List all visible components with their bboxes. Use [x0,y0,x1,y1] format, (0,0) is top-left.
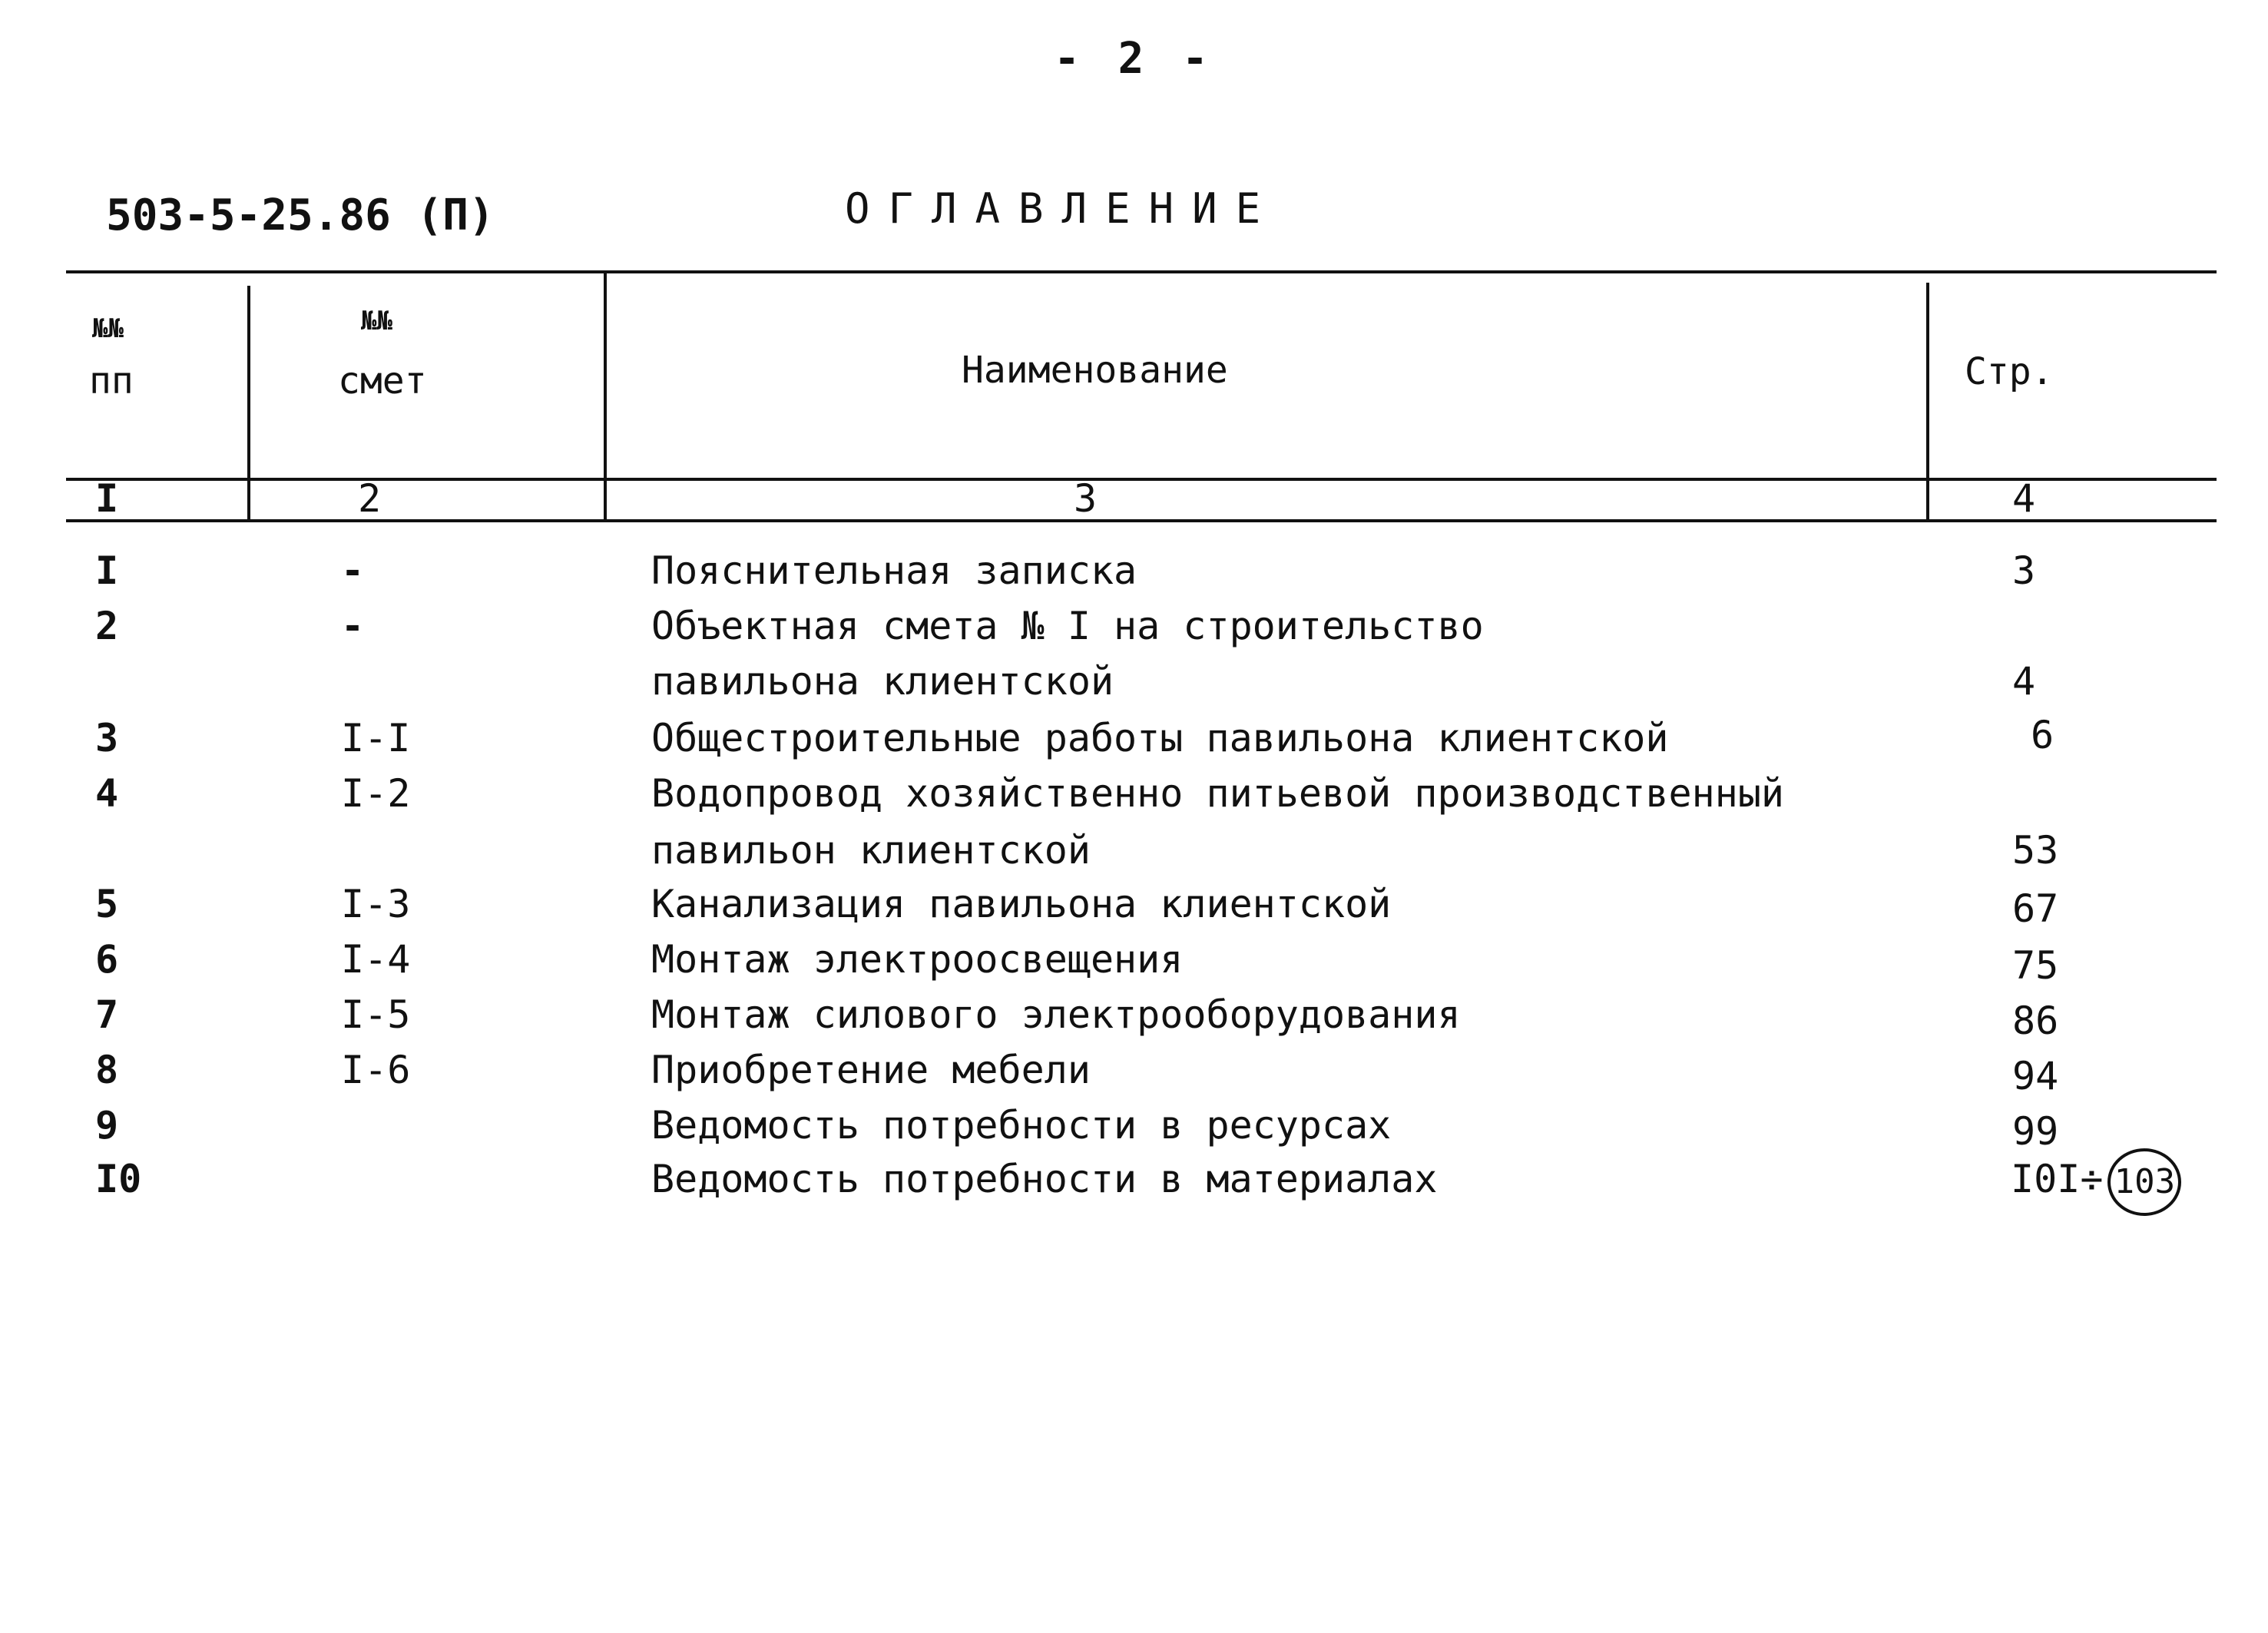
row-title: Ведомость потребности в материалах [651,1157,1438,1201]
circled-page-number: 103 [2107,1148,2181,1216]
row-page: I0I [2011,1157,2081,1201]
column-number-1: I [95,476,119,521]
row-estimate: I-3 [341,882,411,926]
row-title: Ведомость потребности в ресурсах [651,1103,1392,1148]
row-estimate: I-6 [341,1048,411,1092]
row-title: Общестроительные работы павильона клиентской [651,716,1669,760]
header-col3: Наименование [962,349,1228,392]
row-page: 94 [2012,1054,2059,1098]
row-number: 4 [95,771,119,816]
row-estimate: I-2 [341,771,411,816]
row-page: 99 [2012,1109,2059,1154]
table-top-border [66,270,2217,273]
row-number: 7 [95,992,119,1037]
row-title: Пояснительная записка [651,548,1137,593]
row-title-continuation: павильона клиентской [651,659,1114,704]
row-estimate: I-I [341,716,411,760]
row-page: 53 [2012,828,2059,873]
row-estimate: I-5 [341,992,411,1037]
row-page: 86 [2012,999,2059,1043]
column-divider-3 [1926,283,1929,521]
row-title-continuation: павильон клиентской [651,828,1091,873]
column-divider-1 [247,286,250,521]
row-number: 5 [95,882,119,926]
row-page: 6 [2031,713,2054,757]
header-col1-bottom: пп [89,359,134,402]
row-estimate: - [341,548,365,593]
row-number: I [95,548,119,593]
row-page: 75 [2012,943,2059,988]
page-number: - 2 - [1054,34,1214,84]
row-title: Приобретение мебели [651,1048,1091,1092]
header-bottom-border [66,478,2217,481]
range-symbol: ÷ [2080,1157,2104,1201]
document-code: 503-5-25.86 (П) [106,190,495,240]
row-title: Монтаж электроосвещения [651,937,1184,982]
row-title: Канализация павильона клиентской [651,882,1392,926]
row-estimate: - [341,604,365,648]
row-estimate: I-4 [341,937,411,982]
row-title: Монтаж силового электрооборудования [651,992,1461,1037]
header-col1-top: №№ [92,313,124,344]
column-divider-2 [604,273,607,521]
header-col2-bottom: смет [338,359,427,402]
header-col2-top: №№ [361,306,392,336]
column-numbers-bottom-border [66,519,2217,522]
row-number: 9 [95,1103,119,1148]
row-number: 6 [95,937,119,982]
row-number: I0 [95,1157,142,1201]
row-number: 3 [95,716,119,760]
column-number-4: 4 [2012,476,2036,521]
row-page: 67 [2012,886,2059,931]
row-page: 3 [2012,548,2036,593]
row-page-range [2011,1144,2181,1214]
page-title: ОГЛАВЛЕНИЕ [845,184,1280,233]
row-title: Объектная смета № I на строительство [651,604,1484,648]
column-number-2: 2 [358,476,382,521]
row-title: Водопровод хозяйственно питьевой производственный [651,771,1785,816]
row-number: 8 [95,1048,119,1092]
column-number-3: 3 [1074,476,1098,521]
row-page: 4 [2012,659,2036,704]
row-number: 2 [95,604,119,648]
header-col4: Стр. [1965,350,2054,393]
